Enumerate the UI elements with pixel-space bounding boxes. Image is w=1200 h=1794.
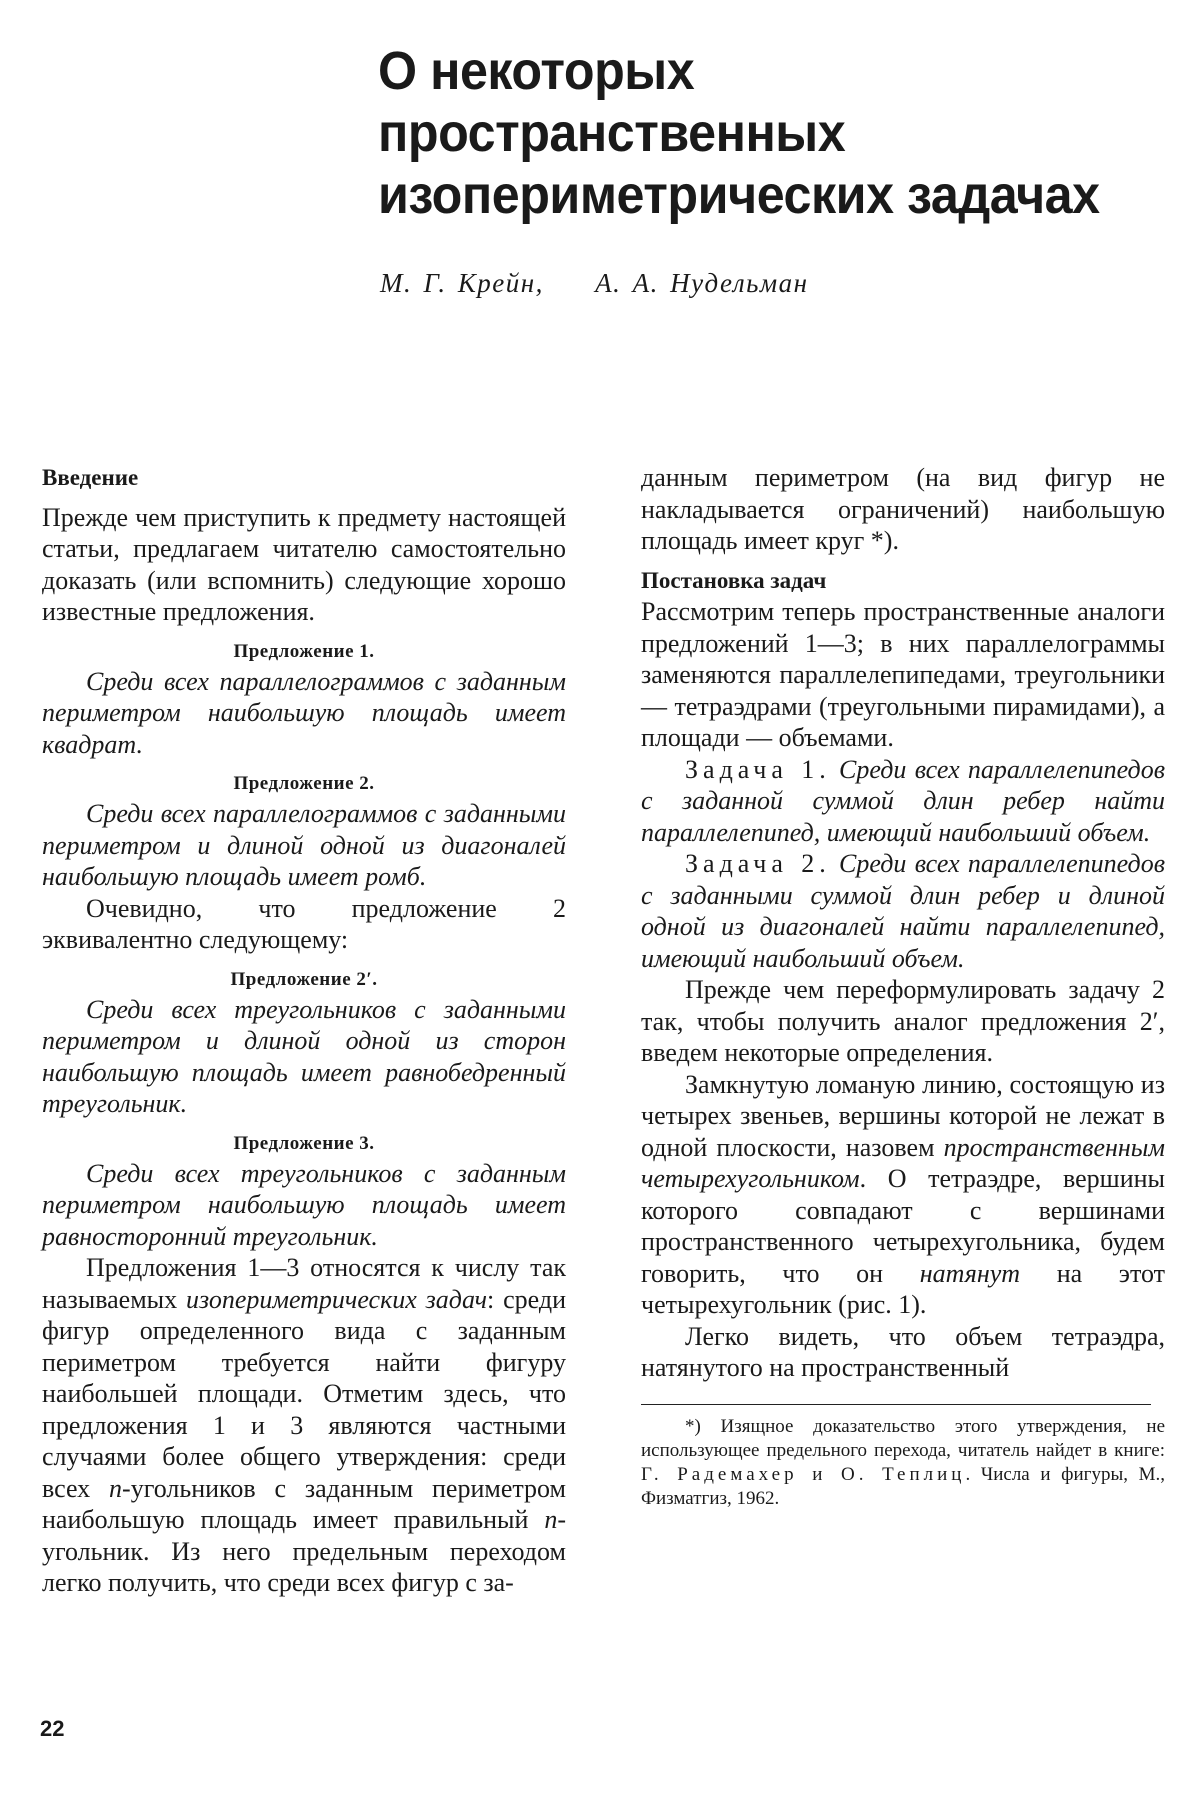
- proposition-3-text: Среди всех треугольников с заданным периметром наибольшую площадь имеет равносторонний треугольник.: [42, 1158, 566, 1251]
- title-line-1: О некоторых: [378, 41, 695, 101]
- task-2: [641, 848, 1165, 974]
- section-heading-intro: Введение: [42, 465, 139, 490]
- tasks-intro-paragraph: Рассмотрим теперь пространственные аналоги предложений 1—3; в них параллелограммы заменяются параллелепипедами, треугольники — тетраэдрами (треугольными пирамидами), а площади — объемами.: [641, 597, 1165, 752]
- proposition-2-title: Предложение 2.: [233, 773, 375, 794]
- title-line-2: пространственных: [378, 103, 846, 163]
- proposition-2prime-text: Среди всех треугольников с заданными периметром и длиной одной из сторон наибольшую площадь имеет равнобедренный треугольник.: [42, 994, 566, 1118]
- article-title: [378, 40, 1122, 226]
- continuation-paragraph: данным периметром (на вид фигур не накладывается ограничений) наибольшую площадь имеет круг *).: [641, 463, 1165, 555]
- authors: [380, 268, 809, 299]
- task-2-label: Задача 2.: [685, 849, 831, 878]
- left-column: [42, 462, 566, 1599]
- page-number: 22: [40, 1716, 65, 1741]
- right-column: [641, 462, 1165, 1511]
- proposition-2prime-title: Предложение 2′.: [230, 968, 378, 990]
- footnote-divider: [641, 1404, 1151, 1405]
- easy-to-see-paragraph: Легко видеть, что объем тетраэдра, натянутого на пространственный: [641, 1321, 1165, 1382]
- proposition-3-title: Предложение 3.: [233, 1132, 375, 1154]
- author-nudelman: А. А. Нудельман: [595, 268, 809, 298]
- footnote: *) Изящное доказательство этого утверждения, не использующее предельного перехода, читатель найдет в книге: Г. Радемахер и О. Теплиц. Числа и фигуры, М., Физматгиз, 1962.: [641, 1415, 1166, 1509]
- task-1: [641, 754, 1165, 849]
- equivalence-paragraph: Очевидно, что предложение 2 эквивалентно следующему:: [42, 893, 566, 954]
- task-1-text: Среди всех параллелепипедов с заданной суммой длин ребер найти параллелепипед, имеющий наибольший объем.: [641, 754, 1165, 847]
- author-krein: М. Г. Крейн,: [380, 268, 544, 298]
- proposition-1-title: Предложение 1.: [233, 640, 375, 662]
- proposition-2-text: Среди всех параллелограммов с заданными периметром и длиной одной из диагоналей наибольшую площадь имеет ромб.: [42, 799, 566, 891]
- title-line-3: изопериметрических задачах: [378, 165, 1100, 225]
- definition-paragraph: Замкнутую ломаную линию, состоящую из четырех звеньев, вершины которой не лежат в одной плоскости, назовем пространственным четырехугольником. О тетраэдре, вершины которого совпадают с вершинами пространственного четырехугольника, будем говорить, что он натянут на этот четырехугольник (рис. 1).: [641, 1069, 1165, 1319]
- isoperimetric-paragraph: Предложения 1—3 относятся к числу так называемых изопериметрических задач: среди фигур определенного вида с заданным периметром требуется найти фигуру наибольшей площади. Отметим здесь, что предложения 1 и 3 являются частными случаями более общего утверждения: среди всех n-угольников с заданным периметром наибольшую площадь имеет правильный n-угольник. Из него предельным переходом легко получить, что среди всех фигур с за-: [42, 1253, 566, 1597]
- intro-paragraph: Прежде чем приступить к предмету настоящей статьи, предлагаем читателю самостоятельно доказать (или вспомнить) следующие хорошо известные предложения.: [42, 502, 566, 626]
- section-heading-tasks: Постановка задач: [641, 567, 827, 593]
- task-1-label: Задача 1.: [685, 754, 831, 784]
- proposition-1-text: Среди всех параллелограммов с заданным периметром наибольшую площадь имеет квадрат.: [42, 666, 566, 759]
- reformulate-paragraph: Прежде чем переформулировать задачу 2 так, чтобы получить аналог предложения 2′, введем некоторые определения.: [641, 975, 1165, 1067]
- task-2-text: Среди всех параллелепипедов с заданными суммой длин ребер и длиной одной из диагоналей найти параллелепипед, имеющий наибольший объем.: [641, 849, 1165, 973]
